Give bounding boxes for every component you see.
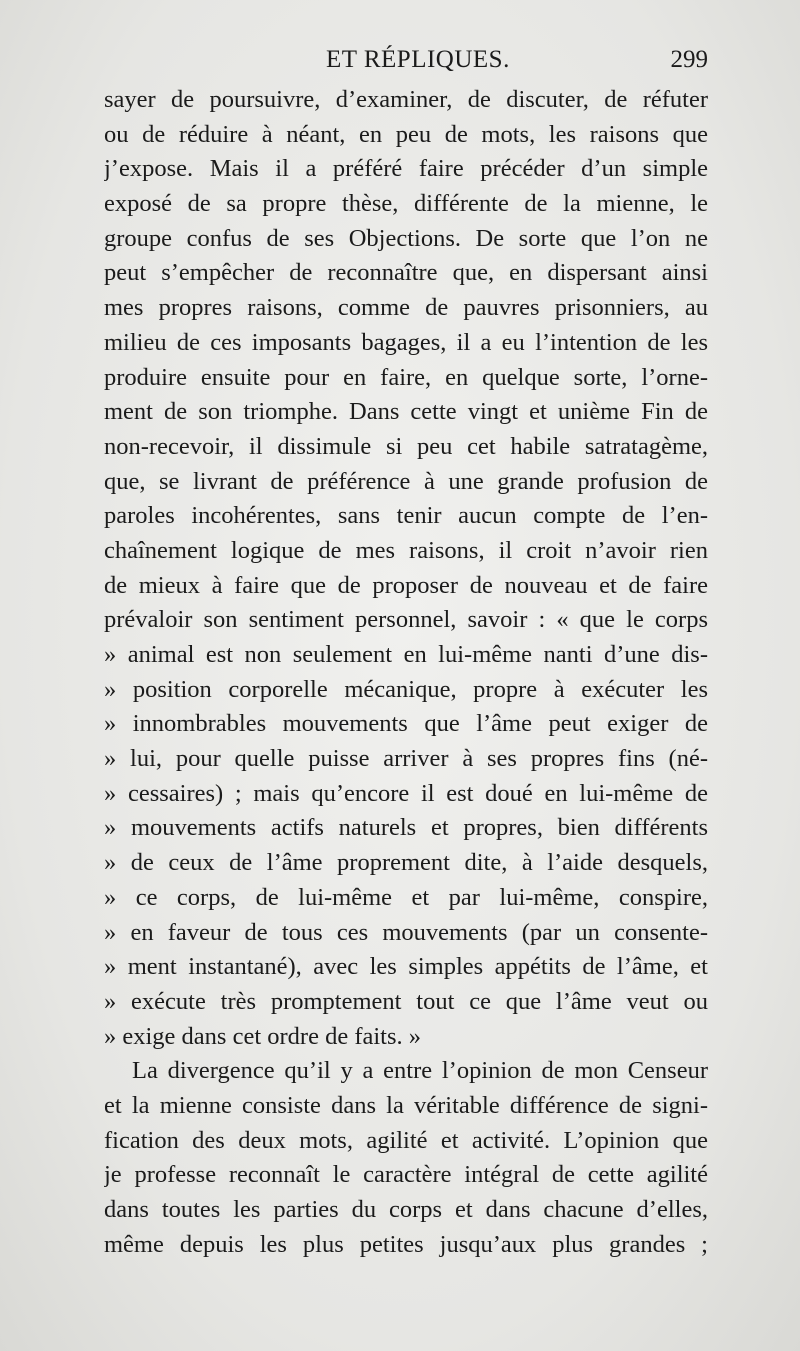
body-text	[104, 83, 708, 1262]
text-line: de mieux à faire que de proposer de nouveau et de faire	[104, 571, 708, 599]
quote-line: » en faveur de tous ces mouvements (par un consente-	[104, 918, 708, 946]
text-line: non-recevoir, il dissimule si peu cet habile satratagème,	[104, 432, 708, 460]
text-line: je professe reconnaît le caractère intégral de cette agilité	[104, 1161, 708, 1189]
quote-line: » cessaires) ; mais qu’encore il est doué en lui-même de	[104, 779, 708, 807]
quote-line: » ce corps, de lui-même et par lui-même, conspire,	[104, 883, 708, 911]
text-line: ment de son triomphe. Dans cette vingt et unième Fin de	[104, 398, 708, 426]
quote-line: » exécute très promptement tout ce que l’âme veut ou	[104, 987, 708, 1015]
text-line: fication des deux mots, agilité et activité. L’opinion que	[104, 1126, 708, 1154]
quote-line: » innombrables mouvements que l’âme peut exiger de	[104, 710, 708, 738]
quote-line: » lui, pour quelle puisse arriver à ses propres fins (né-	[104, 745, 708, 773]
quote-line: » de ceux de l’âme proprement dite, à l’aide desquels,	[104, 849, 708, 877]
text-line: j’expose. Mais il a préféré faire précéder d’un simple	[104, 155, 708, 183]
text-line: ou de réduire à néant, en peu de mots, les raisons que	[104, 120, 708, 148]
text-line: milieu de ces imposants bagages, il a eu l’intention de les	[104, 328, 708, 356]
running-head: ET RÉPLIQUES.	[326, 46, 510, 73]
text-line: paroles incohérentes, sans tenir aucun compte de l’en-	[104, 502, 708, 530]
text-line: même depuis les plus petites jusqu’aux plus grandes ;	[104, 1230, 708, 1258]
quote-line: » mouvements actifs naturels et propres, bien différents	[104, 814, 708, 842]
text-line: chaînement logique de mes raisons, il croit n’avoir rien	[104, 536, 708, 564]
text-line: dans toutes les parties du corps et dans chacune d’elles,	[104, 1196, 708, 1223]
quote-line: » ment instantané), avec les simples appétits de l’âme, et	[104, 953, 708, 981]
quote-line: » animal est non seulement en lui-même nanti d’une dis-	[104, 641, 708, 668]
text-line: sayer de poursuivre, d’examiner, de discuter, de réfuter	[104, 86, 708, 113]
text-line: et la mienne consiste dans la véritable différence de signi-	[104, 1091, 708, 1119]
page-number: 299	[670, 46, 708, 73]
text-line: groupe confus de ses Objections. De sorte que l’on ne	[104, 224, 708, 252]
text-line: produire ensuite pour en faire, en quelque sorte, l’orne-	[104, 363, 708, 391]
text-line: peut s’empêcher de reconnaître que, en dispersant ainsi	[104, 259, 708, 287]
quote-line: » position corporelle mécanique, propre à exécuter les	[104, 675, 708, 703]
text-line: que, se livrant de préférence à une grande profusion de	[104, 467, 708, 495]
page-header	[104, 40, 708, 80]
text-line: La divergence qu’il y a entre l’opinion de mon Censeur	[132, 1057, 708, 1085]
text-line: mes propres raisons, comme de pauvres prisonniers, au	[104, 294, 708, 322]
quote-line: » exige dans cet ordre de faits. »	[104, 1022, 422, 1050]
text-line: exposé de sa propre thèse, différente de la mienne, le	[104, 190, 708, 218]
text-line: prévaloir son sentiment personnel, savoir : « que le corps	[104, 606, 708, 634]
